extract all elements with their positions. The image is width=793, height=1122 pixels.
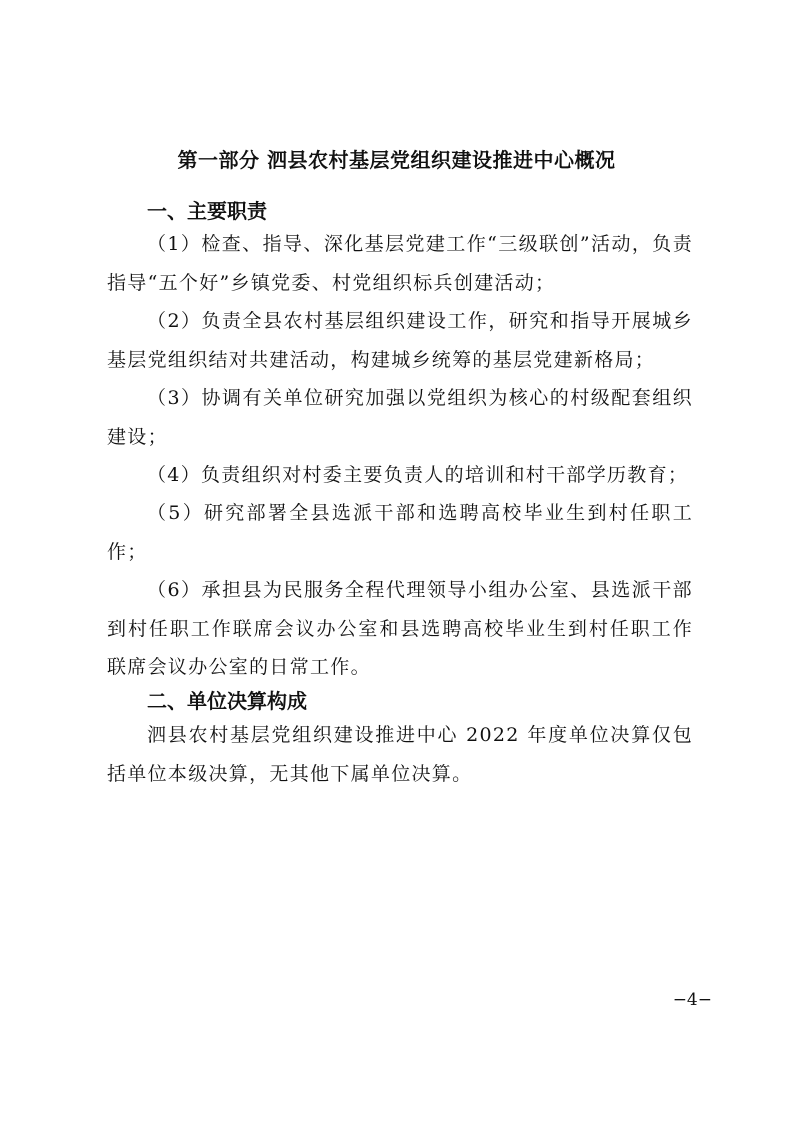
page-title: 第一部分 泗县农村基层党组织建设推进中心概况 [177,148,616,172]
duty-paragraph-1: （1）检查、指导、深化基层党建工作“三级联创”活动，负责指导“五个好”乡镇党委、村党组织标兵创建活动； [107,233,693,294]
composition-paragraph: 泗县农村基层党组织建设推进中心 2022 年度单位决算仅包括单位本级决算，无其他下属单位决算。 [107,724,693,785]
duty-paragraph-2: （2）负责全县农村基层组织建设工作，研究和指导开展城乡基层党组织结对共建活动，构建城乡统筹的基层党建新格局； [107,310,693,371]
duty-paragraph-5: （5）研究部署全县选派干部和选聘高校毕业生到村任职工作； [107,502,693,563]
page-number: −4− [672,990,712,1010]
section-heading-duties: 一、主要职责 [147,199,267,223]
section-heading-composition: 二、单位决算构成 [147,689,307,713]
duty-paragraph-3: （3）协调有关单位研究加强以党组织为核心的村级配套组织建设； [107,387,693,448]
duty-paragraph-4: （4）负责组织对村委主要负责人的培训和村干部学历教育； [147,464,689,486]
duty-paragraph-6: （6）承担县为民服务全程代理领导小组办公室、县选派干部到村任职工作联席会议办公室和县选聘高校毕业生到村任职工作联席会议办公室的日常工作。 [107,579,693,678]
